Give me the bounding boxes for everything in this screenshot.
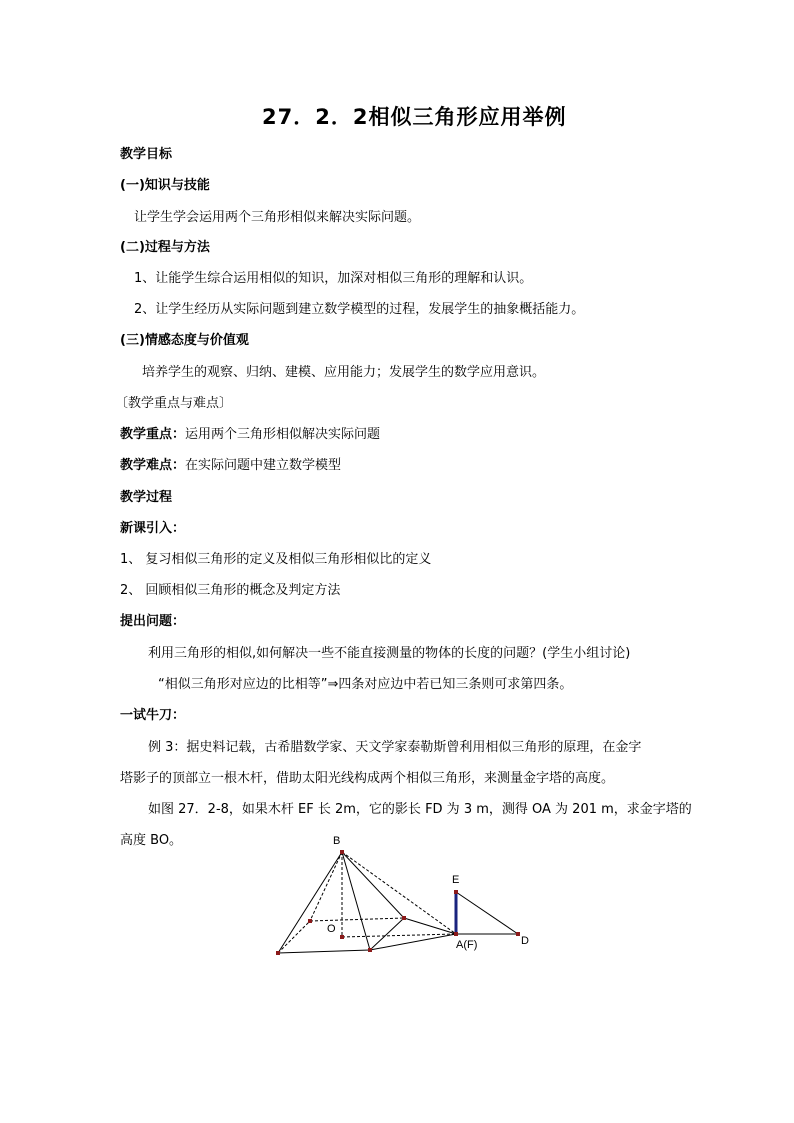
section-2-heading: (二)过程与方法 xyxy=(120,240,210,255)
label-A-F: A(F) xyxy=(456,939,478,951)
section-3-heading: (三)情感态度与价值观 xyxy=(120,333,249,348)
ground-line xyxy=(404,918,456,934)
key-point-label: 教学重点： xyxy=(120,427,186,442)
key-point-text: 运用两个三角形相似解决实际问题 xyxy=(185,427,381,442)
shadow-line-OA xyxy=(342,934,456,937)
base-edge-front xyxy=(278,950,370,953)
example-3-line-1: 例 3：据史料记载，古希腊数学家、天文学家泰勒斯曾利用相似三角形的原理，在金字 xyxy=(148,740,642,755)
point-E xyxy=(454,890,458,894)
example-3-line-3: 如图 27．2-8，如果木杆 EF 长 2m，它的影长 FD 为 3 m，测得 OA 为 201 m，求金字塔的 xyxy=(148,802,692,817)
intro-item-1: 1、 复习相似三角形的定义及相似三角形相似比的定义 xyxy=(120,552,432,567)
process-heading: 教学过程 xyxy=(120,490,173,505)
difficulty-text: 在实际问题中建立数学模型 xyxy=(185,458,342,473)
page-title: 27．2．2相似三角形应用举例 xyxy=(262,105,567,129)
problem-text: 利用三角形的相似,如何解决一些不能直接测量的物体的长度的问题？(学生小组讨论) xyxy=(148,646,631,661)
label-O: O xyxy=(327,923,336,935)
intro-item-2: 2、 回顾相似三角形的概念及判定方法 xyxy=(120,583,341,598)
point-O xyxy=(340,935,344,939)
example-3-line-2: 塔影子的顶部立一根木杆，借助太阳光线构成两个相似三角形，来测量金字塔的高度。 xyxy=(120,771,615,786)
problem-note: “相似三角形对应边的比相等”⇒四条对应边中若已知三条则可求第四条。 xyxy=(158,677,573,692)
label-E: E xyxy=(452,874,460,886)
point-D xyxy=(516,932,520,936)
lateral-edge-left xyxy=(278,852,342,953)
point-B xyxy=(340,850,344,854)
section-2-item-2: 2、让学生经历从实际问题到建立数学模型的过程，发展学生的抽象概括能力。 xyxy=(134,302,585,317)
point-base-left xyxy=(276,951,280,955)
base-edge-back-left xyxy=(278,921,310,953)
sun-ray-ED xyxy=(456,892,518,934)
label-B: B xyxy=(333,835,341,847)
point-A xyxy=(454,932,458,936)
example-3-line-4: 高度 BO。 xyxy=(120,833,183,848)
section-2-item-1: 1、让能学生综合运用相似的知识，加深对相似三角形的理解和认识。 xyxy=(134,271,533,286)
problem-heading: 提出问题： xyxy=(120,614,186,629)
point-base-front xyxy=(368,948,372,952)
focus-heading: 〔教学重点与难点〕 xyxy=(115,396,233,411)
label-D: D xyxy=(521,935,529,947)
difficulty-label: 教学难点： xyxy=(120,458,186,473)
point-base-back xyxy=(308,919,312,923)
section-3-text: 培养学生的观察、归纳、建模、应用能力；发展学生的数学应用意识。 xyxy=(142,365,546,380)
intro-heading: 新课引入： xyxy=(120,521,186,536)
lateral-edge-back xyxy=(310,852,342,921)
section-1-heading: (一)知识与技能 xyxy=(120,178,210,193)
section-1-text: 让学生学会运用两个三角形相似来解决实际问题。 xyxy=(134,210,421,225)
goals-heading: 教学目标 xyxy=(120,147,173,162)
base-edge-diag xyxy=(370,918,404,950)
trial-heading: 一试牛刀： xyxy=(120,708,186,723)
sun-ray-BA xyxy=(342,852,456,934)
point-base-right xyxy=(402,916,406,920)
base-edge-back xyxy=(310,918,404,921)
